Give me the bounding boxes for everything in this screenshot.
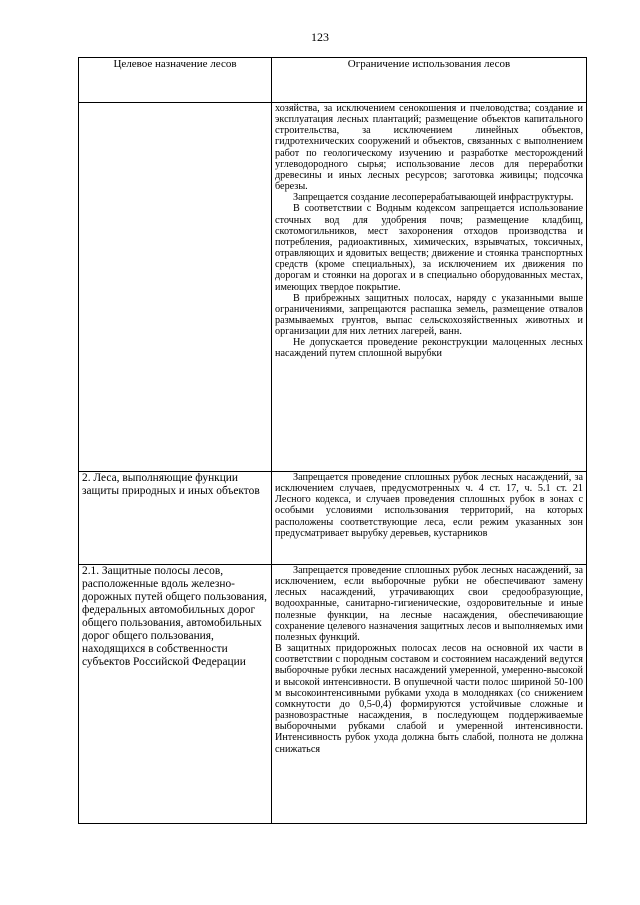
table-row	[79, 565, 587, 824]
purpose-cell	[79, 103, 272, 472]
restriction-paragraph: В защитных придорожных полосах лесов на основной их части в соответствии с породным составом и состоянием насаждений ведутся выборочные рубки лесных насаждений умеренной, умеренно-высокой и высокой интенсивности. В опушечной части полос шириной 50-100 м высокоинтенсивными рубками ухода в молодняках (со снижением сомкнутости до 0,5-0,4) формируются устойчивые сложные и разновозрастные насаждения, в последующем поддерживаемые выборочными рубками слабой и умеренной интенсивности. Интенсивность рубок ухода должна быть слабой, полнота не должна снижаться	[275, 643, 583, 755]
restriction-paragraph: В прибрежных защитных полосах, наряду с указанными выше ограничениями, запрещаются распашка земель, размещение отвалов размываемых грунтов, выпас сельскохозяйственных животных и организации для них летних лагерей, ванн.	[275, 292, 583, 338]
table-row	[79, 472, 587, 565]
restriction-paragraph: В соответствии с Водным кодексом запрещается использование сточных вод для удобрения почв; размещение кладбищ, скотомогильников, мест захоронения отходов производства и потребления, радиоактивных, химических, взрывчатых, токсичных, отравляющих и ядовитых веществ; движение и стоянка транспортных средств (кроме специальных), за исключением их движения по дорогам и стоянки на дорогах и в специально оборудованных местах, имеющих твердое покрытие.	[275, 203, 583, 293]
restriction-paragraph: хозяйства, за исключением сенокошения и пчеловодства; создание и эксплуатация лесных плантаций; размещение объектов капитального строительства, за исключением линейных объектов, гидротехнических сооружений и объектов, связанных с выполнением работ по геологическому изучению и разработке месторождений углеводородного сырья; использование лесов для переработки древесины и иных лесных ресурсов; заготовка живицы; подсочка березы.	[275, 103, 583, 193]
table-row	[79, 103, 587, 472]
purpose-cell: 2. Леса, выполняющие функции защиты природных и иных объектов	[79, 472, 272, 565]
header-restrictions: Ограничение использования лесов	[272, 58, 587, 103]
restriction-paragraph: Не допускается проведение реконструкции малоценных лесных насаждений путем сплошной вырубки	[275, 337, 583, 360]
restrictions-cell	[272, 472, 587, 565]
restrictions-cell	[272, 565, 587, 824]
forest-restrictions-table	[78, 57, 587, 824]
restriction-paragraph: Запрещается проведение сплошных рубок лесных насаждений, за исключением случаев, предусмотренных ч. 4 ст. 17, ч. 5.1 ст. 21 Лесного кодекса, и случаев проведения сплошных рубок в зонах с особыми условиями использования территорий, на которых расположены соответствующие леса, если режим указанных зон предусматривает вырубку деревьев, кустарников	[275, 472, 583, 539]
page-number: 123	[311, 30, 329, 44]
restrictions-cell	[272, 103, 587, 472]
purpose-cell: 2.1. Защитные полосы лесов, расположенные вдоль железно-дорожных путей общего пользования, федеральных автомобильных дорог общего пользования, автомобильных дорог общего пользования, находящихся в собственности субъектов Российской Федерации	[79, 565, 272, 824]
table-header-row	[79, 58, 587, 103]
restriction-paragraph: Запрещается создание лесоперерабатывающей инфраструктуры.	[293, 192, 574, 204]
restriction-paragraph: Запрещается проведение сплошных рубок лесных насаждений, за исключением, если выборочные рубки не обеспечивают замену лесных насаждений, утрачивающих свои средообразующие, водоохранные, санитарно-гигиенические, оздоровительные и иные полезные функции, на лесные насаждения, обеспечивающие сохранение целевого назначения защитных лесов и выполняемых ими полезных функций.	[275, 565, 583, 643]
header-purpose: Целевое назначение лесов	[79, 58, 272, 103]
